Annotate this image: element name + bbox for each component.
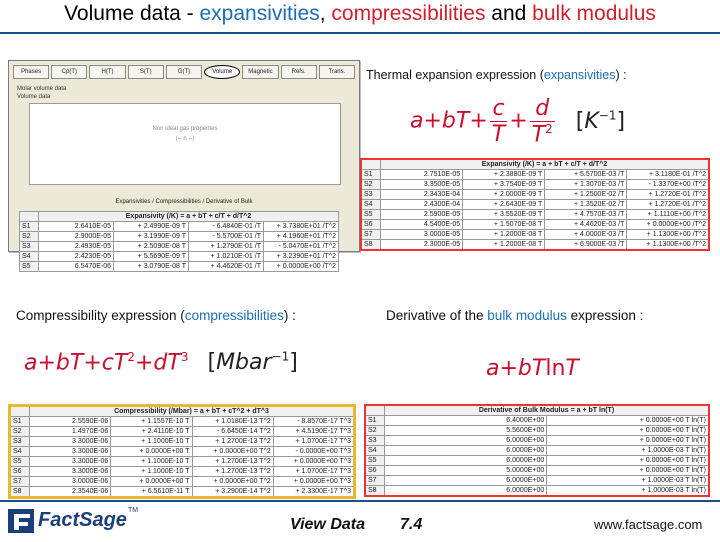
footer-view-data: View Data	[290, 516, 365, 533]
title-expansivities: expansivities	[199, 2, 320, 25]
table-cell[interactable]: + 4.7570E-03 /T	[545, 210, 627, 220]
row-label: S3	[10, 437, 30, 447]
table-cell[interactable]: + 4.1960E+01 /T^2	[264, 232, 339, 242]
table-row[interactable]	[365, 436, 709, 446]
table-header-row	[20, 212, 339, 222]
row-label: S1	[361, 170, 381, 180]
title-compressibilities: compressibilities	[331, 2, 486, 25]
table-row[interactable]	[361, 190, 709, 200]
table-cell[interactable]: + 6.5610E-11 T	[111, 487, 192, 498]
table-row[interactable]	[20, 252, 339, 262]
tab-strip	[13, 65, 355, 79]
table-cell[interactable]: + 3.1990E-09 T	[114, 232, 189, 242]
tab-h-t[interactable]: H(T)	[89, 65, 125, 79]
table-cell[interactable]: + 1.1557E-10 T	[111, 417, 192, 427]
table-cell[interactable]: + 0.0000E+00 T^3	[273, 477, 354, 487]
footer-version: 7.4	[400, 516, 423, 533]
table-row[interactable]	[361, 230, 709, 240]
tab-g-t[interactable]: G(T)	[166, 65, 202, 79]
table-cell[interactable]: + 0.0000E+00 T	[111, 477, 192, 487]
table-cell[interactable]: 2.4230E-05	[39, 252, 114, 262]
table-cell[interactable]: + 0.0000E+00 T^2	[192, 477, 273, 487]
tab-magnetic[interactable]: Magnetic	[242, 65, 278, 79]
table-cell[interactable]: 2.6410E-05	[39, 222, 114, 232]
row-label: S1	[365, 416, 385, 426]
table-cell[interactable]: - 5.5700E-01 /T	[189, 232, 264, 242]
row-label: S6	[365, 466, 385, 476]
table-cell[interactable]: + 2.6430E-09 T	[463, 200, 545, 210]
volume-data-window	[8, 60, 360, 270]
logo-tm: TM	[128, 507, 139, 514]
table-cell[interactable]: 6.0000E+00	[385, 436, 547, 446]
table-row[interactable]	[361, 180, 709, 190]
table-cell[interactable]: 5.0000E+00	[385, 466, 547, 476]
table-cell[interactable]: + 1.2500E-02 /T	[545, 190, 627, 200]
table-cell[interactable]: 3.0000E-06	[30, 477, 111, 487]
header-corner	[365, 405, 385, 416]
table-cell[interactable]: + 1.1300E+00 /T^2	[627, 230, 709, 240]
table-row[interactable]	[10, 447, 355, 457]
table-cell[interactable]: 6.0000E+00	[385, 446, 547, 456]
nonideal-label: Non ideal gas properties	[152, 126, 218, 132]
table-cell[interactable]: 3.3000E-06	[30, 467, 111, 477]
row-label: S6	[361, 220, 381, 230]
table-cell[interactable]: + 3.0790E-08 T	[114, 262, 189, 272]
table-cell[interactable]: + 1.1300E+00 /T^2	[627, 240, 709, 251]
table-cell[interactable]: - 6.6450E-14 T^2	[192, 427, 273, 437]
row-label: S5	[365, 456, 385, 466]
table-row[interactable]	[20, 232, 339, 242]
table-cell[interactable]: + 1.0000E-03 T ln(T)	[547, 486, 709, 497]
table-cell[interactable]: + 1.1000E-10 T	[111, 467, 192, 477]
table-cell[interactable]: + 4.5190E-17 T^3	[273, 427, 354, 437]
table-cell[interactable]: + 4.0000E-03 /T	[545, 230, 627, 240]
row-label: S5	[20, 262, 39, 272]
table-row[interactable]	[10, 487, 355, 498]
row-label: S5	[361, 210, 381, 220]
fraction-d-over-T2: $\frac{d}{T^2}$	[531, 96, 553, 148]
table-cell[interactable]: + 1.3070E-03 /T	[545, 180, 627, 190]
table-cell[interactable]: + 1.1000E-10 T	[111, 457, 192, 467]
row-label: S2	[365, 426, 385, 436]
expansivity-unit: $[K^{-1}]$	[575, 108, 626, 134]
compressibility-label: Compressibility expression (compressibilities) :	[16, 308, 296, 323]
table-row[interactable]	[10, 427, 355, 437]
table-cell[interactable]: + 1.1110E+00 /T^2	[627, 210, 709, 220]
tab-s-t[interactable]: S(T)	[128, 65, 164, 79]
table-row[interactable]	[10, 437, 355, 447]
table-cell[interactable]: + 0.0000E+00 T ln(T)	[547, 436, 709, 446]
table-cell[interactable]: + 5.5700E-03 /T	[545, 170, 627, 180]
table-header: Expansivity (/K) = a + bT + c/T + d/T^2	[381, 159, 710, 170]
table-cell[interactable]: + 1.0700E-17 T^3	[273, 437, 354, 447]
table-cell[interactable]: 3.0000E-05	[381, 230, 463, 240]
table-cell[interactable]: + 0.0000E+00 T ln(T)	[547, 456, 709, 466]
table-cell[interactable]: + 3.1180E-01 /T^2	[627, 170, 709, 180]
factsage-logo	[4, 505, 154, 537]
header-corner	[20, 212, 39, 222]
table-row[interactable]	[365, 416, 709, 426]
slide-title	[0, 2, 720, 26]
table-row[interactable]	[365, 456, 709, 466]
footer-url[interactable]: www.factsage.com	[594, 517, 703, 532]
bulk-modulus-table	[364, 404, 710, 497]
table-row[interactable]	[10, 417, 355, 427]
table-cell[interactable]: 4.5400E-05	[381, 220, 463, 230]
row-label: S3	[20, 242, 39, 252]
table-row[interactable]	[361, 220, 709, 230]
table-cell[interactable]: - 5.0470E+01 /T^2	[264, 242, 339, 252]
table-row[interactable]	[20, 262, 339, 272]
title-rule	[0, 32, 720, 34]
table-cell[interactable]: 2.3540E-06	[30, 487, 111, 498]
window-expansivity-table	[19, 211, 339, 272]
table-cell[interactable]: + 1.2720E-01 /T^2	[627, 200, 709, 210]
table-cell[interactable]: + 1.2720E-01 /T^2	[627, 190, 709, 200]
table-header: Expansivity (/K) = a + bT + c/T + d/T^2	[39, 212, 339, 222]
table-row[interactable]	[361, 240, 709, 251]
row-label: S3	[365, 436, 385, 446]
table-cell[interactable]: + 3.7540E-09 T	[463, 180, 545, 190]
tab-cp-t[interactable]: Cp(T)	[51, 65, 87, 79]
row-label: S4	[10, 447, 30, 457]
table-cell[interactable]: 6.0000E+00	[385, 486, 547, 497]
table-cell[interactable]: 2.3430E-04	[381, 190, 463, 200]
table-header-row	[10, 406, 355, 417]
table-cell[interactable]: + 3.7380E+01 /T^2	[264, 222, 339, 232]
row-label: S2	[361, 180, 381, 190]
table-header: Derivative of Bulk Modulus = a + bT ln(T)	[385, 405, 710, 416]
table-cell[interactable]: + 6.9000E-03 /T	[545, 240, 627, 251]
row-label: S4	[20, 252, 39, 262]
title-and: and	[485, 2, 533, 25]
table-row[interactable]	[361, 210, 709, 220]
table-cell[interactable]: + 0.0000E+00 T^3	[273, 457, 354, 467]
table-row[interactable]	[20, 242, 339, 252]
bulk-modulus-formula: a+bTlnT	[486, 356, 579, 381]
thermal-expansion-label: Thermal expansion expression (expansivities) :	[366, 68, 627, 82]
table-row[interactable]	[361, 170, 709, 180]
expansivity-formula: a+bT+ $\frac{c}{T}$ + $\frac{d}{T^2}$ $[K^{-1}]$	[410, 96, 626, 148]
row-label: S2	[20, 232, 39, 242]
header-corner	[10, 406, 30, 417]
table-cell[interactable]: + 3.5520E-09 T	[463, 210, 545, 220]
table-cell[interactable]: + 1.2000E-08 T	[463, 230, 545, 240]
table-cell[interactable]: - 6.4840E-01 /T	[189, 222, 264, 232]
table-cell[interactable]: + 2.3300E-17 T^3	[273, 487, 354, 498]
table-header: Compressibility (/Mbar) = a + bT + cT^2 + dT^3	[30, 406, 355, 417]
table-cell[interactable]: + 1.2000E-08 T	[463, 240, 545, 251]
table-cell[interactable]: + 0.0000E+00 T ln(T)	[547, 466, 709, 476]
row-label: S1	[10, 417, 30, 427]
table-cell[interactable]: 2.9000E-05	[39, 232, 114, 242]
right-expansivity-table	[360, 158, 710, 251]
menu-item-molar[interactable]: Molar volume data	[17, 86, 67, 92]
table-cell[interactable]: 3.3000E-06	[30, 447, 111, 457]
table-header-row	[361, 159, 709, 170]
table-cell[interactable]: + 1.0700E-17 T^3	[273, 467, 354, 477]
row-label: S7	[10, 477, 30, 487]
nonideal-placeholder: (-- n --)	[175, 136, 195, 142]
table-row[interactable]	[365, 476, 709, 486]
table-cell[interactable]: 3.3500E-05	[381, 180, 463, 190]
table-row[interactable]	[20, 222, 339, 232]
volume-menu	[17, 85, 66, 101]
table-cell[interactable]: 6.0000E+00	[385, 456, 547, 466]
table-cell[interactable]: + 3.2390E+01 /T^2	[264, 252, 339, 262]
table-cell[interactable]: 2.5590E-06	[30, 417, 111, 427]
tab-phases[interactable]: Phases	[13, 65, 49, 79]
table-cell[interactable]: - 0.0000E+00 T^3	[273, 447, 354, 457]
row-label: S8	[10, 487, 30, 498]
table-cell[interactable]: - 8.8570E-17 T^3	[273, 417, 354, 427]
table-row[interactable]	[361, 200, 709, 210]
table-cell[interactable]: 3.3000E-06	[30, 457, 111, 467]
table-cell[interactable]: + 1.0000E-03 T ln(T)	[547, 446, 709, 456]
table-row[interactable]	[365, 466, 709, 476]
table-cell[interactable]: 2.3000E-05	[381, 240, 463, 251]
row-label: S8	[361, 240, 381, 251]
table-cell[interactable]: 1.4970E-06	[30, 427, 111, 437]
title-prefix: Volume data -	[64, 2, 200, 25]
table-cell[interactable]: 6.4000E+00	[385, 416, 547, 426]
table-cell[interactable]: + 1.2700E-13 T^2	[192, 467, 273, 477]
table-cell[interactable]: + 1.3520E-02 /T	[545, 200, 627, 210]
table-cell[interactable]: + 0.0000E+00 T ln(T)	[547, 416, 709, 426]
header-corner	[361, 159, 381, 170]
table-cell[interactable]: + 5.5690E-09 T	[114, 252, 189, 262]
table-cell[interactable]: 3.3000E-06	[30, 437, 111, 447]
table-cell[interactable]: + 0.0000E+00 /T^2	[627, 220, 709, 230]
row-label: S6	[10, 467, 30, 477]
table-row[interactable]	[365, 446, 709, 456]
tab-refs[interactable]: Refs.	[281, 65, 317, 79]
row-label: S5	[10, 457, 30, 467]
tab-trans[interactable]: Trans.	[319, 65, 355, 79]
compressibility-unit: [Mbar$^{-1}$]	[207, 350, 298, 376]
window-subtitle: Expansivities / Compressibilities / Derivative of Bulk	[115, 199, 253, 205]
row-label: S1	[20, 222, 39, 232]
table-cell[interactable]: + 4.4620E-01 /T	[189, 262, 264, 272]
row-label: S2	[10, 427, 30, 437]
menu-item-volume[interactable]: Volume data	[17, 94, 51, 100]
table-cell[interactable]: + 0.0000E+00 T	[111, 447, 192, 457]
tab-volume[interactable]: Volume	[204, 65, 240, 79]
table-cell[interactable]: 2.7510E-05	[381, 170, 463, 180]
compressibility-table	[8, 404, 356, 499]
table-cell[interactable]: + 1.2790E-01 /T	[189, 242, 264, 252]
row-label: S8	[365, 486, 385, 497]
compressibility-formula: $a+bT+cT^2+dT^3$ [Mbar$^{-1}$]	[24, 350, 298, 376]
table-row[interactable]	[10, 457, 355, 467]
table-cell[interactable]: + 1.2700E-13 T^2	[192, 457, 273, 467]
table-cell[interactable]: + 4.4620E-03 /T	[545, 220, 627, 230]
title-bulk: bulk modulus	[532, 2, 656, 25]
table-cell[interactable]: + 1.5070E-08 T	[463, 220, 545, 230]
table-cell[interactable]: + 3.2900E-14 T^2	[192, 487, 273, 498]
table-cell[interactable]: + 1.0000E-03 T ln(T)	[547, 476, 709, 486]
table-cell[interactable]: + 0.0000E+00 /T^2	[264, 262, 339, 272]
table-cell[interactable]: + 1.2700E-13 T^2	[192, 437, 273, 447]
table-cell[interactable]: + 1.0180E-13 T^2	[192, 417, 273, 427]
table-row[interactable]	[365, 486, 709, 497]
table-cell[interactable]: + 2.5090E-08 T	[114, 242, 189, 252]
table-cell[interactable]: + 1.1000E-10 T	[111, 437, 192, 447]
table-cell[interactable]: 2.5900E-05	[381, 210, 463, 220]
logo-text: FactSage	[38, 509, 127, 531]
table-header-row	[365, 405, 709, 416]
table-cell[interactable]: + 0.0000E+00 T^2	[192, 447, 273, 457]
table-cell[interactable]: 2.4930E-05	[39, 242, 114, 252]
row-label: S3	[361, 190, 381, 200]
table-cell[interactable]: + 2.3880E-09 T	[463, 170, 545, 180]
row-label: S4	[365, 446, 385, 456]
table-cell[interactable]: + 2.4110E-10 T	[111, 427, 192, 437]
table-cell[interactable]: + 1.0210E-01 /T	[189, 252, 264, 262]
table-cell[interactable]: 6.0000E+00	[385, 476, 547, 486]
fraction-c-over-T: $\frac{c}{T}$	[491, 96, 506, 148]
table-row[interactable]	[10, 477, 355, 487]
table-cell[interactable]: 6.5470E-06	[39, 262, 114, 272]
nonideal-panel	[29, 103, 341, 185]
row-label: S7	[361, 230, 381, 240]
table-cell[interactable]: + 2.0000E-09 T	[463, 190, 545, 200]
table-cell[interactable]: - 1.3370E+00 /T^2	[627, 180, 709, 190]
row-label: S4	[361, 200, 381, 210]
title-comma: ,	[319, 2, 332, 25]
table-cell[interactable]: + 2.4990E-09 T	[114, 222, 189, 232]
table-row[interactable]	[10, 467, 355, 477]
footer-rule	[0, 500, 720, 502]
table-cell[interactable]: 2.4300E-04	[381, 200, 463, 210]
row-label: S7	[365, 476, 385, 486]
table-cell[interactable]: 5.5600E+00	[385, 426, 547, 436]
table-cell[interactable]: + 0.0000E+00 T ln(T)	[547, 426, 709, 436]
bulk-modulus-label: Derivative of the bulk modulus expression :	[386, 308, 644, 323]
table-row[interactable]	[365, 426, 709, 436]
